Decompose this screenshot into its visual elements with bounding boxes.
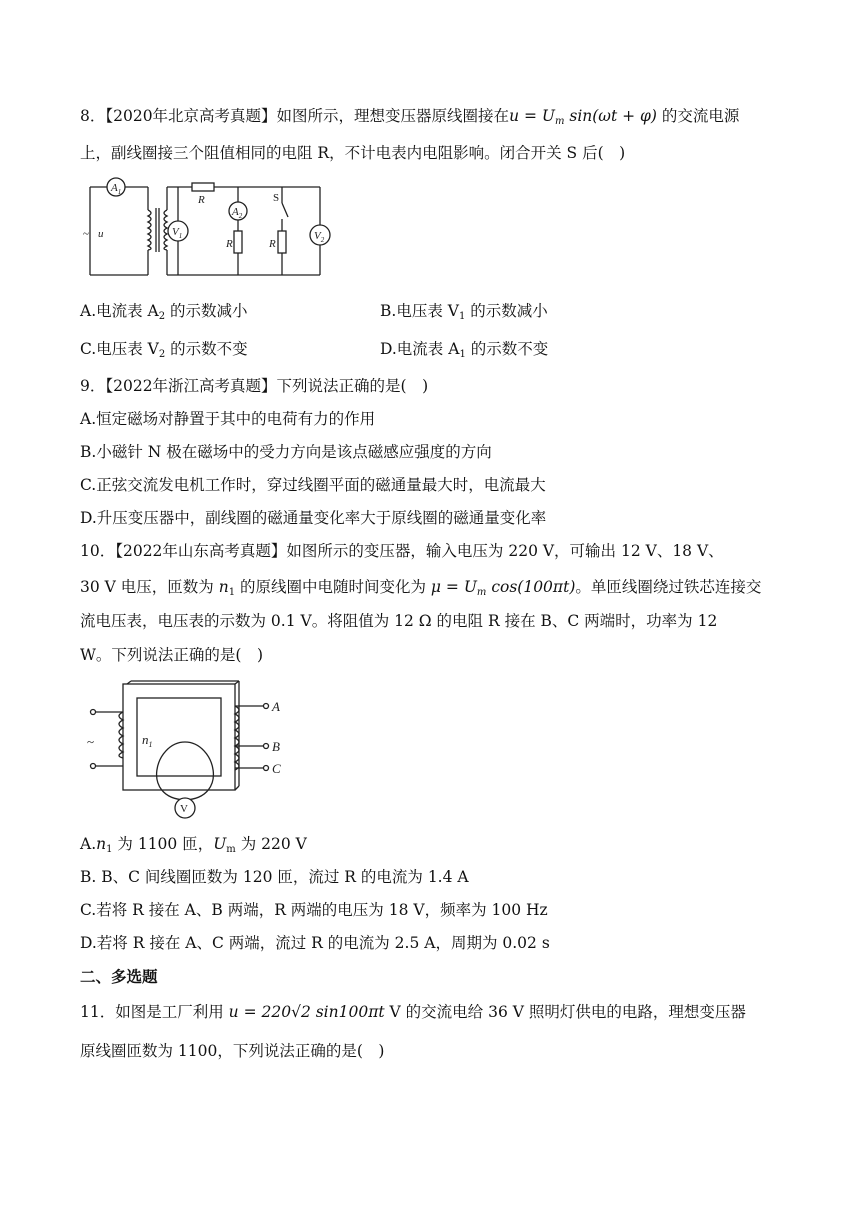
q8-option-b: B.电压表 $V_1$ 的示数减小 xyxy=(380,302,548,322)
n1-label: $n_1$ xyxy=(142,732,153,749)
a2-label: $A_2$ xyxy=(232,206,243,220)
q11-stem-line2: 原线圈匝数为 1100，下列说法正确的是( ) xyxy=(80,1042,385,1060)
r-label-top: R xyxy=(198,194,205,206)
q9-option-d: D.升压变压器中，副线圈的磁通量变化率大于原线圈的磁通量变化率 xyxy=(80,509,547,527)
q11-stem-line1: 11．如图是工厂利用 u = 220√2 sin100πt V 的交流电给 36 V 照明灯供电的电路，理想变压器 xyxy=(80,1003,746,1021)
q8-stem-line1 xyxy=(80,105,739,133)
q11-formula: u = 220√2 sin100πt xyxy=(228,1003,385,1021)
q10-stem-line2: 30 V 电压，匝数为 $n_1$ 的原线圈中电随时间变化为 $\mu = U_m$ cos(100πt)。单匝线圈绕过铁芯连接交 xyxy=(80,578,762,598)
a1-label: $A_1$ xyxy=(111,182,122,196)
q8-stem-line2: 上，副线圈接三个阻值相同的电阻 R，不计电表内电阻影响。闭合开关 S 后( ) xyxy=(80,144,626,162)
terminal-b: B xyxy=(272,739,280,754)
r-label-right: R xyxy=(269,238,276,250)
terminal-c: C xyxy=(272,761,281,776)
q10-option-b: B. B、C 间线圈匝数为 120 匝，流过 R 的电流为 1.4 A xyxy=(80,868,469,886)
q9-stem: 9．【2022年浙江高考真题】下列说法正确的是( ) xyxy=(80,377,429,395)
q9-option-b: B.小磁针 N 极在磁场中的受力方向是该点磁感应强度的方向 xyxy=(80,443,492,461)
v1-label: $V_1$ xyxy=(172,226,183,240)
q8-option-c: C.电压表 $V_2$ 的示数不变 xyxy=(80,340,248,360)
q10-stem-line3: 流电压表，电压表的示数为 0.1 V。将阻值为 12 Ω 的电阻 R 接在 B、C 两端时，功率为 12 xyxy=(80,612,718,630)
tilde-label: ~ xyxy=(83,228,89,240)
r-label-mid: R xyxy=(226,238,233,250)
q8-option-d: D.电流表 $A_1$ 的示数不变 xyxy=(380,340,549,360)
terminal-a: A xyxy=(272,699,280,714)
q8-formula: $u = U_m$ sin(ωt + φ) xyxy=(509,107,657,127)
s-label: S xyxy=(273,192,280,204)
q9-option-c: C.正弦交流发电机工作时，穿过线圈平面的磁通量最大时，电流最大 xyxy=(80,476,546,494)
section-heading: 二、多选题 xyxy=(80,967,158,986)
q10-stem-line1: 10．【2022年山东高考真题】如图所示的变压器，输入电压为 220 V，可输出 12 V、18 V、 xyxy=(80,542,724,560)
v2-label: $V_2$ xyxy=(314,230,325,244)
q10-option-a: $A.n_1$ 为 1100 匝，$U_m$ 为 220 V xyxy=(80,835,307,855)
q9-option-a: A.恒定磁场对静置于其中的电荷有力的作用 xyxy=(80,410,376,428)
q10-stem-line4: W。下列说法正确的是( ) xyxy=(80,646,264,664)
q8-circuit-diagram xyxy=(80,175,340,285)
q8-option-a: A.电流表 $A_2$ 的示数减小 xyxy=(80,302,248,322)
q10-option-c: C.若将 R 接在 A、B 两端，R 两端的电压为 18 V，频率为 100 Hz xyxy=(80,901,548,919)
voltmeter-label: V xyxy=(180,803,188,815)
u-label: u xyxy=(98,228,104,240)
q8-text: 8．【2020年北京高考真题】如图所示，理想变压器原线圈接在 xyxy=(80,107,510,125)
q10-option-d: D.若将 R 接在 A、C 两端，流过 R 的电流为 2.5 A，周期为 0.02 s xyxy=(80,934,550,952)
q10-formula: $\mu = U_m$ cos(100πt) xyxy=(430,578,576,598)
q10-transformer-diagram xyxy=(85,680,295,825)
ac-tilde: ~ xyxy=(87,734,95,749)
q8-text-b: 的交流电源 xyxy=(656,107,740,125)
